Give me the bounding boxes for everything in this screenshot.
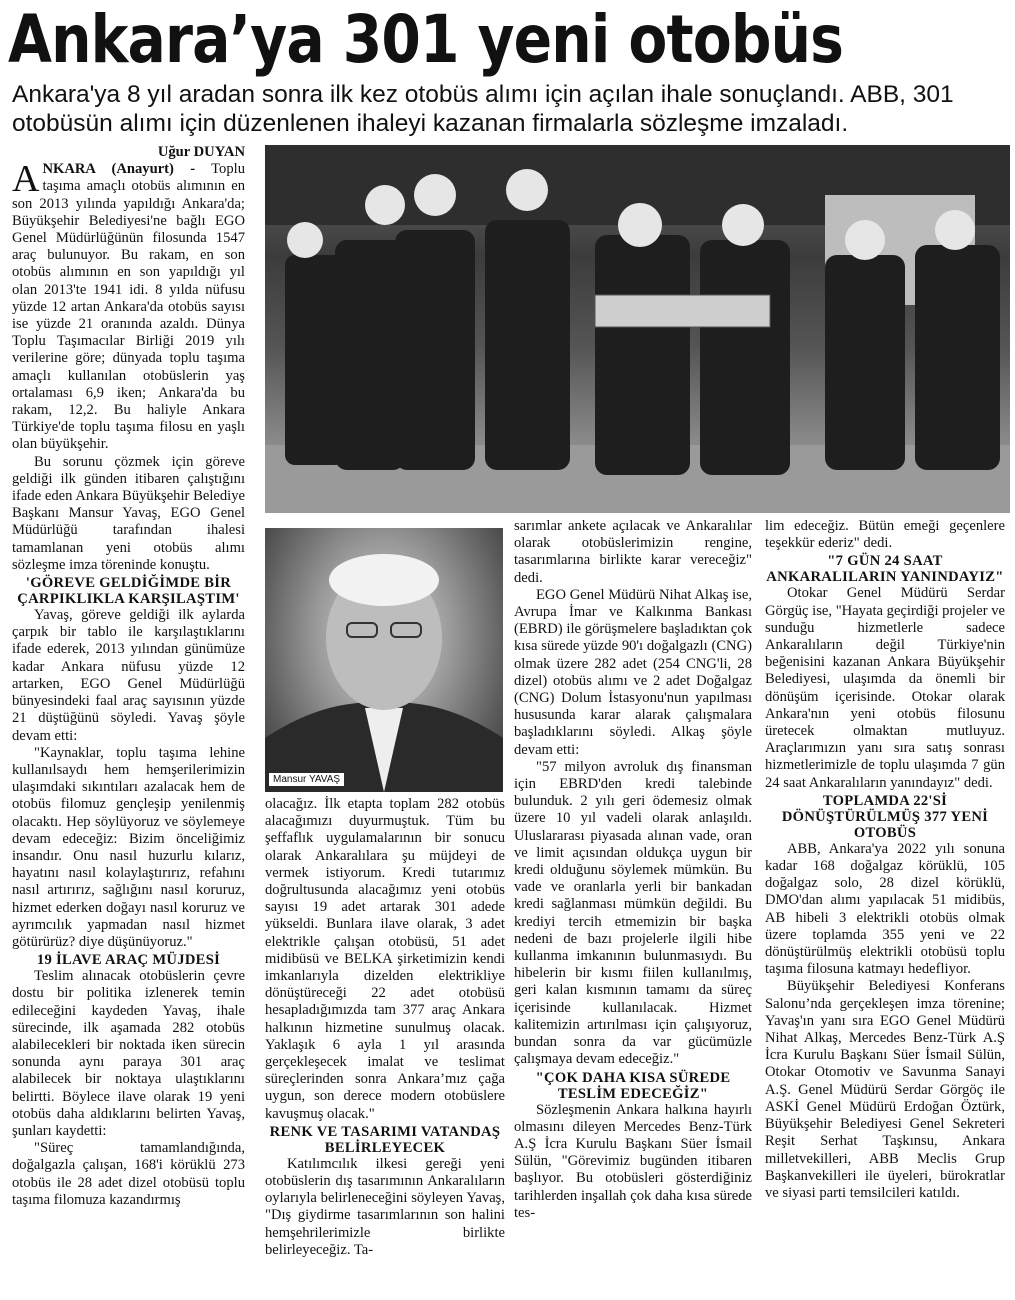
paragraph: sarımlar ankete açılacak ve Ankaralılar olarak otobüslerimizin rengine, tasarımlarına birlikte karar vereceğiz" dedi. xyxy=(514,518,752,586)
paragraph: Sözleşmenin Ankara halkına hayırlı olmasını dileyen Mercedes Benz-Türk A.Ş İcra Kurulu Başkanı Süer İsmail Sülün, "Görevimiz bugünden itibaren başlıyor. Bu otobüsleri gösterdiğiniz tarihlerden inşallah çok daha kısa sürede tes- xyxy=(514,1101,752,1221)
paragraph: Yavaş, göreve geldiği ilk aylarda çarpık bir tablo ile karşılaştıklarını ifade ederek, 2013 yılından günümüze kadar Ankara nüfusu yüzde 12 artarken, EGO Genel Müdürlüğü bünyesindeki faal araç sayısının yüzde 21 düştüğünü söyledi. Yavaş şöyle devam etti: xyxy=(12,607,245,744)
subheadline: Ankara'ya 8 yıl aradan sonra ilk kez otobüs alımı için açılan ihale sonuçlandı. ABB, 301 otobüsün alımı için düzenlenen ihaleyi kazanan firmalarla sözleşme imzaladı. xyxy=(12,81,954,137)
ceremony-photo xyxy=(265,145,1010,513)
photo-caption: Mansur YAVAŞ xyxy=(269,773,344,786)
ceremony-photo-illustration xyxy=(265,145,1010,513)
paragraph: "Kaynaklar, toplu taşıma lehine kullanılsaydı hem hemşerilerimizin ulaşımdaki sıkıntıları azalacak hem de otobüs filomuz gençleşip yenilenmiş olacaktı. Hep söylüyoruz ve söylemeye devam edeceğiz: Bizim önceliğimiz insandır. Onu nasıl huzurlu kılarız, hayatını nasıl kolaylaştırırız, refahını nasıl artırırız, sağlığını nasıl koruruz, hizmet ederken doğayı nasıl koruruz ve ayrımcılık yapmadan nasıl hizmet götürürüz? diye düşünüyoruz." xyxy=(12,744,245,950)
dateline: NKARA (Anayurt) - xyxy=(42,161,196,178)
paragraph: lim edeceğiz. Bütün emeği geçenlere teşekkür ederiz" dedi. xyxy=(765,518,1005,552)
section-heading: "7 GÜN 24 SAAT ANKARALILARIN YANINDAYIZ" xyxy=(766,553,1004,586)
lead-text: Toplu taşıma amaçlı otobüs alımının en son 2013 yılında yapıldığı Ankara'da; Büyükşehir Belediyesi'ne bağlı EGO Genel Müdürlüğünün filosunda 1547 araç bulunuyor. Bu rakam, en son otobüs alımının en son yapıldığı yıl olan 2013'te 1941 idi. 8 yılda nüfusu yüzde 12 artan Ankara'da otobüs sayısı ise yüzde 21 oranında azaldı. Dünya Toplu Taşımacılar Birliği 2019 yılı verilerine göre; dünyada toplu taşıma amaçlı kullanılan otobüslerin yaş ortalaması 6,9 iken; Ankara'da bu rakam, 12,2. Bu haliyle Ankara Türkiye'de toplu taşıma filosu en yaşlı olan büyükşehir. xyxy=(12,161,245,453)
section-heading: 'GÖREVE GELDİĞİMDE BİR ÇARPIKLIKLA KARŞILAŞTIM' xyxy=(17,575,240,608)
column-4 xyxy=(765,518,1005,1202)
paragraph: EGO Genel Müdürü Nihat Alkaş ise, Avrupa İmar ve Kalkınma Bankası (EBRD) ile görüşmelere başladıktan çok kısa sürede yüzde 90'ı doğalgazlı (CNG) olmak üzere 282 adet (254 CNG'li, 28 dizel) otobüs alımı ve 2 adet Doğalgaz (CNG) Dolum İstasyonu'nun yapılması hususunda karar alarak çalışmalara başladıklarını söyledi. Alkaş şöyle devam etti: xyxy=(514,586,752,758)
column-1 xyxy=(12,144,245,1209)
portrait-photo xyxy=(265,528,503,792)
paragraph: Bu sorunu çözmek için göreve geldiği ilk günden itibaren çalıştığını ifade eden Ankara Büyükşehir Belediye Başkanı Mansur Yavaş, EGO Genel Müdürlüğü tarafından ihalesi tamamlanan yeni otobüs alımı sözleşme imza töreninde konuştu. xyxy=(12,453,245,573)
section-heading: "ÇOK DAHA KISA SÜREDE TESLİM EDECEĞİZ" xyxy=(535,1069,731,1102)
paragraph: "57 milyon avroluk dış finansman için EBRD'den kredi talebinde bulunduk. 2 yılı geri ödemesiz olmak üzere 10 yıl vadeli olarak anlaşıldı. Uluslararası piyasada alınan vade, oran ve limit açısından oldukça uygun bir kredi olduğunu söylemek mümkün. Bu vade ve oranlarla yerli bir bankadan kredi sağlanması mümkün değildi. Bu krediyi tercih etmemizin bir başka nedeni de bazı projelerle ilgili hibe kullanma imkanının bulunmasıydı. Bu hibelerin bir kısmı fiilen kullanılmış, geri kalan kısmının tamamı da süreç içerisinde kullanılacak. Hizmet kalitemizin artırılması için çalışıyoruz, bundan sonra da var gücümüzle çalışmaya devam edeceğiz." xyxy=(514,758,752,1068)
lead-paragraph xyxy=(12,158,245,453)
portrait-illustration xyxy=(265,528,503,792)
paragraph: Teslim alınacak otobüslerin çevre dostu bir politika izlenerek temin edileceğini kaydeden Yavaş, ihale sürecinde, ilk aşamada 282 otobüs alabilecekleri bir noktada iken sürecin sonunda aynı paraya 301 araç alabilecek bir noktaya ulaştıklarını belirtti. Böylece ilave olarak 19 yeni otobüs daha aldıklarını belirten Yavaş, şunları kaydetti: xyxy=(12,968,245,1139)
paragraph: Büyükşehir Belediyesi Konferans Salonu’nda gerçekleşen imza törenine; Yavaş'ın yanı sıra EGO Genel Müdürü Nihat Alkaş, Mercedes Benz-Türk A.Ş İcra Kurulu Başkanı Süer İsmail Sülün, Otokar Otomotiv ve Savunma Sanayi A.Ş. Genel Müdürü Serdar Görgöç ile ASKİ Genel Müdürü Erdoğan Öztürk, Büyükşehir Belediyesi Genel Sekreteri Reşit Serhat Taşkınsu, Ankara milletvekilleri, ABB Meclis Grup Başkanvekilleri ile üyeleri, bürokratlar ve siyasi parti temsilcileri katıldı. xyxy=(765,978,1005,1201)
section-heading: 19 İLAVE ARAÇ MÜJDESİ xyxy=(36,952,221,969)
paragraph: "Süreç tamamlandığında, doğalgazla çalışan, 168'i körüklü 273 otobüs ile 28 adet dizel otobüsü toplu taşıma filomuza kazandırmış xyxy=(12,1140,245,1208)
paragraph: ABB, Ankara'ya 2022 yılı sonuna kadar 168 doğalgaz körüklü, 105 doğalgaz solo, 28 dizel körüklü, DMO'dan alımı yapılacak 51 midibüs, AB hibeli 3 elektrikli otobüs olmak üzere toplamda 355 yeni ve 22 dönüştürülmüş elektrikli otobüsü toplu taşıma filosuna katmayı hedefliyor. xyxy=(765,840,1005,978)
paragraph: Otokar Genel Müdürü Serdar Görgüç ise, "Hayata geçirdiği projeler ve sunduğu hizmetlerle sadece Ankaralıların değil Türkiye'nin beğenisini kazanan Ankara Büyükşehir Belediyesi, ulaşımda da önemli bir dönüşüm içerisinde. Otokar olarak Ankara'nın yeni otobüs filosunu üretecek olmaktan mutluyuz. Araçlarımızın yanı sıra satış sonrası hizmetlerimizle de toplu ulaşımda 7 gün 24 saat Ankaralıların yanındayız" dedi. xyxy=(765,585,1005,791)
paragraph: olacağız. İlk etapta toplam 282 otobüs alacağımızı duyurmuştuk. Tüm bu şeffaflık uygulamalarının bir sonucu olarak Ankaralılara şu müjdeyi de vermek istiyorum. Kredi tutarımız doğrultusunda alacağımız yeni otobüs sayısı 19 adet artarak 301 adede yükseldi. Bunlara ilave olarak, 3 adet elektrikle çalışan otobüsü, 51 adet midibüsü ve BELKA şirketimizin kendi imkanlarıyla dizelden elektrikliye dönüştüreceği 22 adet otobüsü hesapladığımızda tam 377 araç Ankara halkının hizmetine sunulmuş olacak. Yaklaşık 6 ayla 1 yıl arasında gerçekleşecek imalat ve teslimat süreçlerinden sonra Ankara’mız çağa uygun, son derece modern otobüslere kavuşmuş olacak." xyxy=(265,796,505,1122)
column-2 xyxy=(265,796,505,1259)
paragraph: Katılımcılık ilkesi gereği yeni otobüslerin dış tasarımının Ankaralıların oylarıyla belirleneceğini söyleyen Yavaş, "Dış giydirme tasarımlarının son halini hemşehrilerimizle birlikte belirleyeceğiz. Ta- xyxy=(265,1155,505,1258)
section-heading: TOPLAMDA 22'Sİ DÖNÜŞTÜRÜLMÜŞ 377 YENİ OTOBÜS xyxy=(781,792,989,841)
drop-cap: A xyxy=(12,158,40,201)
section-heading: RENK VE TASARIMI VATANDAŞ BELİRLEYECEK xyxy=(269,1123,501,1156)
column-3 xyxy=(514,518,752,1222)
headline: Ankara’ya 301 yeni otobüs xyxy=(8,1,844,78)
byline: Uğur DUYAN xyxy=(157,144,245,160)
